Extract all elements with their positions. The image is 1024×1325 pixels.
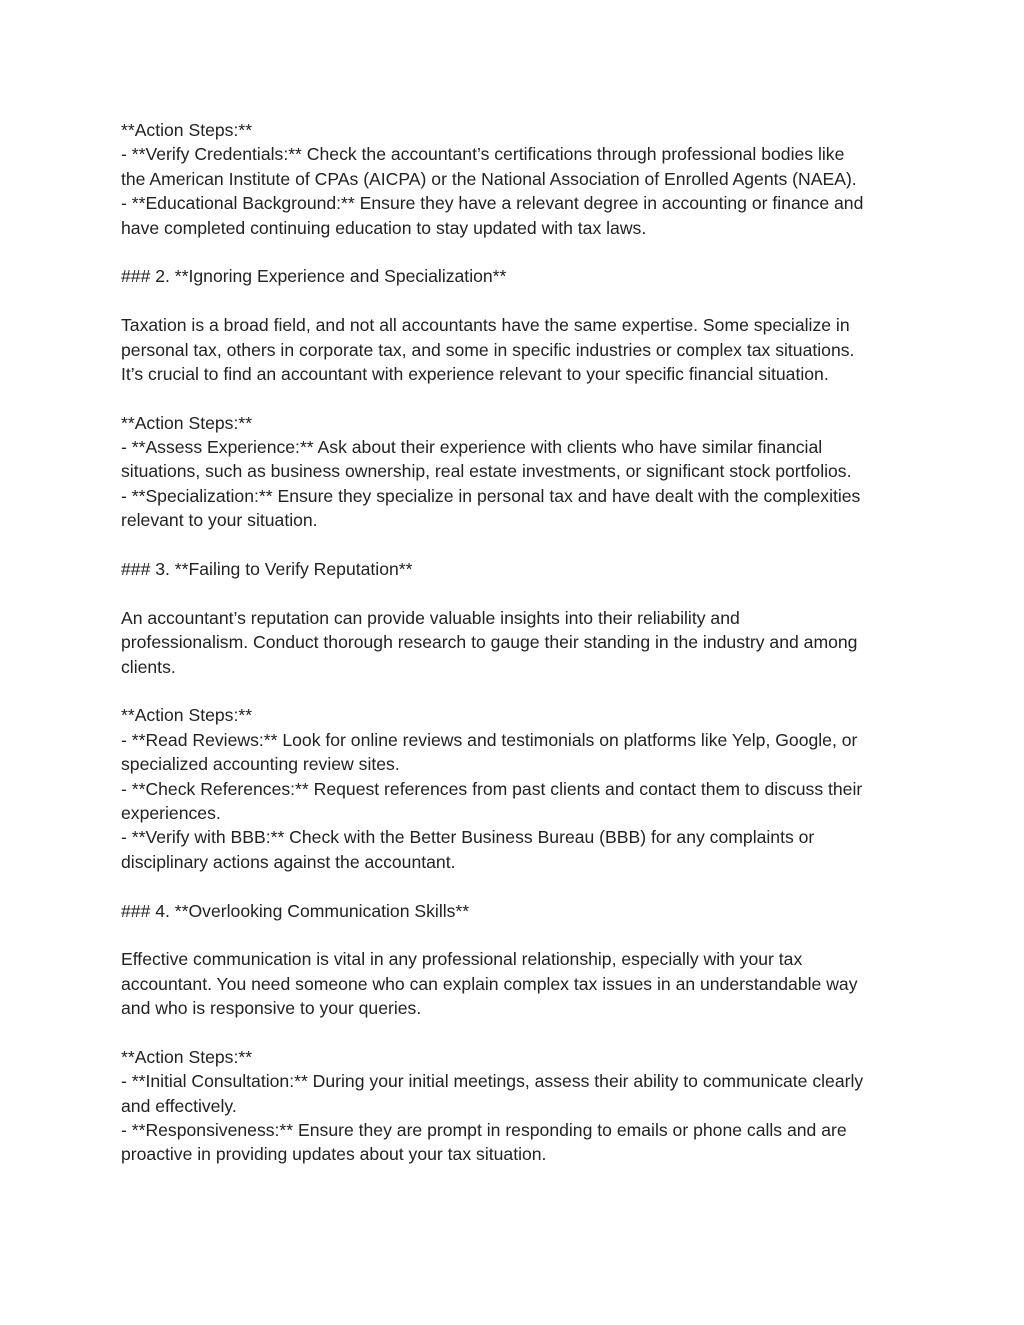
action-steps-heading: **Action Steps:** [121,705,253,726]
text-line: proactive in providing updates about your tax situation. [121,1144,547,1165]
text-line: - **Educational Background:** Ensure they have a relevant degree in accounting or finance and [121,193,864,214]
action-steps-heading: **Action Steps:** [121,1046,253,1067]
text-line: - **Assess Experience:** Ask about their experience with clients who have similar financial [121,437,823,458]
text-line: - **Verify with BBB:** Check with the Better Business Bureau (BBB) for any complaints or [121,827,815,848]
blank-line [121,289,911,313]
text-line: and effectively. [121,1095,237,1116]
action-steps-heading: **Action Steps:** [121,412,253,433]
text-line: Effective communication is vital in any professional relationship, especially with your tax [121,949,803,970]
text-line: situations, such as business ownership, real estate investments, or significant stock portfolios. [121,461,852,482]
text-line: - **Check References:** Request references from past clients and contact them to discuss their [121,778,863,799]
blank-line [121,386,911,410]
section-heading: ### 3. **Failing to Verify Reputation** [121,559,413,580]
text-line: - **Responsiveness:** Ensure they are prompt in responding to emails or phone calls and are [121,1120,847,1141]
text-line: the American Institute of CPAs (AICPA) or the National Association of Enrolled Agents (NAEA). [121,168,857,189]
blank-line [121,923,911,947]
section-heading: ### 2. **Ignoring Experience and Specialization** [121,266,507,287]
text-line: It’s crucial to find an accountant with experience relevant to your specific financial situation. [121,363,829,384]
text-line: - **Read Reviews:** Look for online reviews and testimonials on platforms like Yelp, Google, or [121,729,858,750]
blank-line [121,240,911,264]
blank-line [121,533,911,557]
text-line: relevant to your situation. [121,510,318,531]
text-line: disciplinary actions against the accountant. [121,851,456,872]
document-page [121,118,911,1167]
blank-line [121,581,911,605]
text-line: - **Verify Credentials:** Check the accountant’s certifications through professional bodies like [121,144,845,165]
text-line: - **Initial Consultation:** During your initial meetings, assess their ability to communicate clearly [121,1071,864,1092]
text-line: specialized accounting review sites. [121,754,400,775]
text-line: An accountant’s reputation can provide valuable insights into their reliability and [121,607,740,628]
text-line: accountant. You need someone who can explain complex tax issues in an understandable way [121,973,858,994]
text-line: clients. [121,656,176,677]
text-line: personal tax, others in corporate tax, and some in specific industries or complex tax situations. [121,339,855,360]
text-line: experiences. [121,802,221,823]
action-steps-heading: **Action Steps:** [121,120,253,140]
text-line: - **Specialization:** Ensure they specialize in personal tax and have dealt with the complexities [121,485,861,506]
blank-line [121,874,911,898]
text-line: professionalism. Conduct thorough research to gauge their standing in the industry and among [121,632,858,653]
text-line: have completed continuing education to stay updated with tax laws. [121,217,647,238]
blank-line [121,679,911,703]
section-heading: ### 4. **Overlooking Communication Skills** [121,900,470,921]
text-line: and who is responsive to your queries. [121,998,422,1019]
text-line: Taxation is a broad field, and not all accountants have the same expertise. Some specialize in [121,315,850,336]
blank-line [121,1020,911,1044]
